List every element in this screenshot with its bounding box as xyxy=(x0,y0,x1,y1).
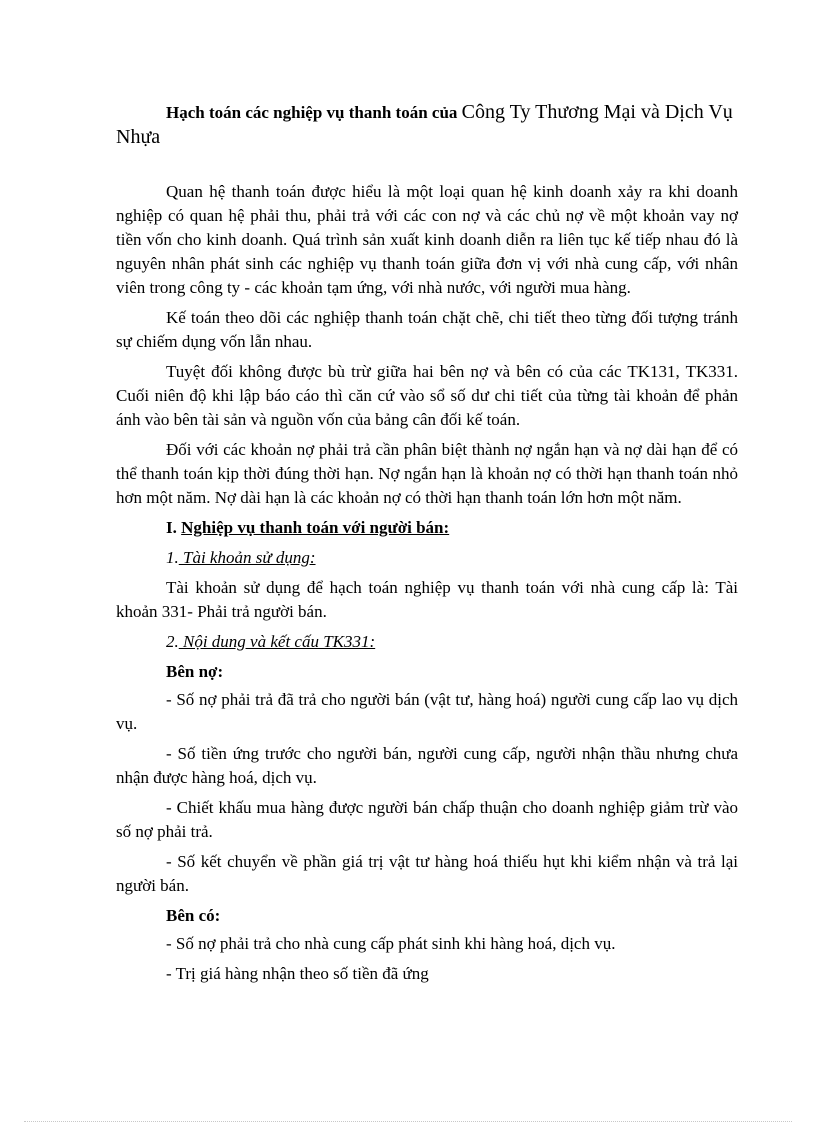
section-heading-text: Nghiệp vụ thanh toán với người bán: xyxy=(181,518,450,537)
ben-co-label: Bên có: xyxy=(166,906,221,925)
page-bottom-divider xyxy=(24,1121,792,1122)
ben-co-item-2: - Trị giá hàng nhận theo số tiền đã ứng xyxy=(166,964,429,983)
subheading-1-number: 1. xyxy=(166,548,179,567)
ben-no-item-3: - Chiết khấu mua hàng được người bán chấp thuận cho doanh nghiệp giảm trừ vào số nợ phải trả. xyxy=(116,798,738,841)
ben-no-item-1: - Số nợ phải trả đã trả cho người bán (vật tư, hàng hoá) người cung cấp lao vụ dịch vụ. xyxy=(116,690,738,733)
ben-no-item-2: - Số tiền ứng trước cho người bán, người cung cấp, người nhận thầu nhưng chưa nhận được hàng hoá, dịch vụ. xyxy=(116,744,738,787)
document-page xyxy=(116,100,738,992)
subheading-2-text: Nội dung và kết cấu TK331: xyxy=(178,632,376,651)
title-company-name: Công Ty Thương Mại và Dịch Vụ Nhựa xyxy=(116,101,733,148)
document-title xyxy=(116,100,738,150)
subheading-1-text: Tài khoản sử dụng: xyxy=(178,548,316,567)
subheading-2-number: 2. xyxy=(166,632,179,651)
intro-paragraph-2: Kế toán theo dõi các nghiệp thanh toán chặt chẽ, chi tiết theo từng đối tượng tránh sự chiếm dụng vốn lẫn nhau. xyxy=(116,308,738,351)
intro-paragraph-3: Tuyệt đối không được bù trừ giữa hai bên nợ và bên có của các TK131, TK331. Cuối niên độ khi lập báo cáo thì căn cứ vào sổ số dư chi tiết của từng tài khoản để phản ánh vào bên tài sản và nguồn vốn của bảng cân đối kế toán. xyxy=(116,362,738,429)
ben-no-item-4: - Số kết chuyển về phần giá trị vật tư hàng hoá thiếu hụt khi kiểm nhận và trả lại người bán. xyxy=(116,852,738,895)
account-used-paragraph: Tài khoản sử dụng để hạch toán nghiệp vụ thanh toán với nhà cung cấp là: Tài khoản 331- Phải trả người bán. xyxy=(116,578,738,621)
section-heading xyxy=(166,516,738,540)
ben-no-label: Bên nợ: xyxy=(166,662,224,681)
intro-paragraph-4: Đối với các khoản nợ phải trả cần phân biệt thành nợ ngắn hạn và nợ dài hạn để có thể thanh toán kịp thời đúng thời hạn. Nợ ngắn hạn là khoản nợ có thời hạn thanh toán nhỏ hơn một năm. Nợ dài hạn là các khoản nợ có thời hạn thanh toán lớn hơn một năm. xyxy=(116,440,738,507)
subheading-2 xyxy=(166,630,738,654)
subheading-1 xyxy=(166,546,738,570)
title-bold-part: Hạch toán các nghiệp vụ thanh toán của xyxy=(166,103,462,122)
ben-co-item-1: - Số nợ phải trả cho nhà cung cấp phát sinh khi hàng hoá, dịch vụ. xyxy=(166,934,616,953)
section-number: I. xyxy=(166,518,182,537)
intro-paragraph-1: Quan hệ thanh toán được hiểu là một loại quan hệ kinh doanh xảy ra khi doanh nghiệp có quan hệ phải thu, phải trả với các con nợ và các chủ nợ về một khoản vay nợ tiền vốn cho kinh doanh. Quá trình sản xuất kinh doanh diễn ra liên tục kế tiếp nhau đó là nguyên nhân phát sinh các nghiệp vụ thanh toán giữa đơn vị với nhà cung cấp, với nhân viên trong công ty - các khoản tạm ứng, với nhà nước, với người mua hàng. xyxy=(116,182,738,297)
